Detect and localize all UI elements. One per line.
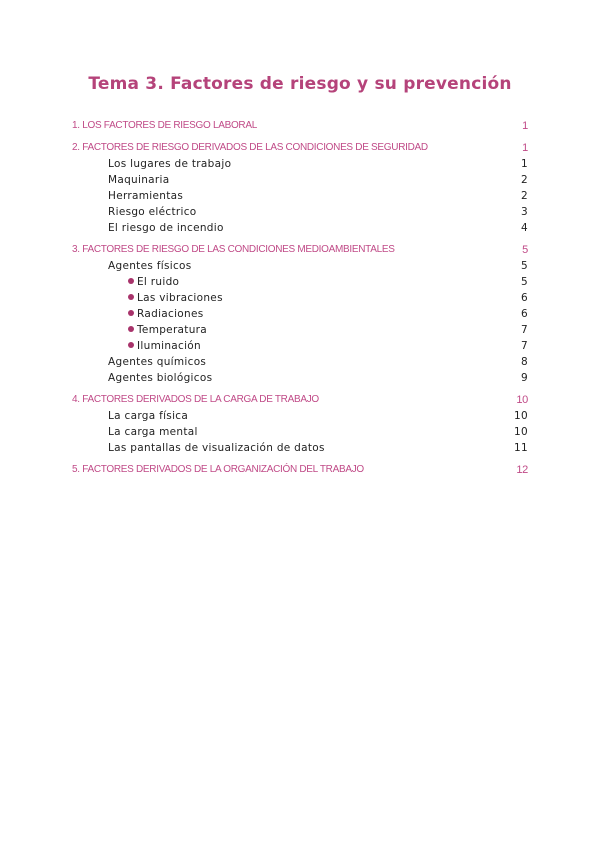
toc-page-number: 1	[522, 142, 528, 154]
toc-page-number: 3	[521, 206, 528, 218]
toc-entry-ruido[interactable]	[72, 274, 528, 290]
toc-entry-label: La carga física	[108, 410, 189, 422]
toc-page-number: 11	[514, 442, 528, 454]
toc-entry-label: Las pantallas de visualización de datos	[108, 442, 325, 454]
toc-section-3[interactable]	[72, 242, 528, 258]
toc-entry-label: Temperatura	[137, 324, 208, 336]
toc-page-number: 2	[521, 190, 528, 202]
toc-section-2[interactable]	[72, 140, 528, 156]
toc-entry-label: Herramientas	[108, 190, 184, 202]
toc-page-number: 5	[522, 244, 528, 256]
toc-entry-radiaciones[interactable]	[72, 306, 528, 322]
toc-section-1[interactable]	[72, 118, 528, 134]
toc-page-number: 10	[514, 426, 528, 438]
bullet-icon	[128, 310, 134, 316]
toc-entry-agentes-fisicos[interactable]	[72, 258, 528, 274]
toc-page-number: 9	[521, 372, 528, 384]
toc-page-number: 10	[516, 394, 528, 406]
toc-entry-label: Agentes físicos	[108, 260, 192, 272]
toc-entry-carga-mental[interactable]	[72, 424, 528, 440]
toc-entry-label: Maquinaria	[108, 174, 170, 186]
toc-entry-pantallas[interactable]	[72, 440, 528, 456]
page-title: Tema 3. Factores de riesgo y su prevención	[88, 74, 512, 94]
toc-entry-agentes-quimicos[interactable]	[72, 354, 528, 370]
toc-entry-vibraciones[interactable]	[72, 290, 528, 306]
toc-entry-label: Iluminación	[137, 340, 201, 352]
toc-page-number: 12	[516, 464, 528, 476]
toc-entry-label: Los lugares de trabajo	[108, 158, 232, 170]
toc-entry-label: Radiaciones	[137, 308, 204, 320]
toc-entry-agentes-biologicos[interactable]	[72, 370, 528, 386]
toc-page-number: 5	[521, 260, 528, 272]
toc-page-number: 5	[521, 276, 528, 288]
toc-entry-iluminacion[interactable]	[72, 338, 528, 354]
toc-section-4[interactable]	[72, 392, 528, 408]
toc-section-label: 5. FACTORES DERIVADOS DE LA ORGANIZACIÓN DEL TRABAJO	[72, 464, 364, 475]
toc-entry-maquinaria[interactable]	[72, 172, 528, 188]
bullet-icon	[128, 278, 134, 284]
toc-entry-lugares[interactable]	[72, 156, 528, 172]
toc-page-number: 10	[514, 410, 528, 422]
toc-entry-label: Agentes químicos	[108, 356, 207, 368]
toc-page-number: 6	[521, 292, 528, 304]
toc-entry-label: Agentes biológicos	[108, 372, 213, 384]
toc-section-label: 1. LOS FACTORES DE RIESGO LABORAL	[72, 120, 257, 131]
toc-page-number: 4	[521, 222, 528, 234]
toc-section-5[interactable]	[72, 462, 528, 478]
toc-entry-label: Las vibraciones	[137, 292, 223, 304]
bullet-icon	[128, 326, 134, 332]
bullet-icon	[128, 342, 134, 348]
table-of-contents	[72, 118, 528, 478]
toc-entry-label: El riesgo de incendio	[108, 222, 224, 234]
toc-section-label: 4. FACTORES DERIVADOS DE LA CARGA DE TRABAJO	[72, 394, 319, 405]
toc-entry-label: La carga mental	[108, 426, 198, 438]
toc-section-label: 3. FACTORES DE RIESGO DE LAS CONDICIONES MEDIOAMBIENTALES	[72, 244, 395, 255]
toc-page-number: 8	[521, 356, 528, 368]
toc-entry-label: Riesgo eléctrico	[108, 206, 197, 218]
toc-page-number: 6	[521, 308, 528, 320]
toc-page-number: 7	[521, 340, 528, 352]
toc-entry-label: El ruido	[137, 276, 180, 288]
bullet-icon	[128, 294, 134, 300]
toc-page-number: 1	[522, 120, 528, 132]
toc-entry-incendio[interactable]	[72, 220, 528, 236]
toc-entry-riesgo-electrico[interactable]	[72, 204, 528, 220]
toc-page-number: 7	[521, 324, 528, 336]
toc-entry-carga-fisica[interactable]	[72, 408, 528, 424]
toc-section-label: 2. FACTORES DE RIESGO DERIVADOS DE LAS CONDICIONES DE SEGURIDAD	[72, 142, 428, 153]
toc-page-number: 2	[521, 174, 528, 186]
toc-page-number: 1	[521, 158, 528, 170]
toc-entry-herramientas[interactable]	[72, 188, 528, 204]
toc-entry-temperatura[interactable]	[72, 322, 528, 338]
